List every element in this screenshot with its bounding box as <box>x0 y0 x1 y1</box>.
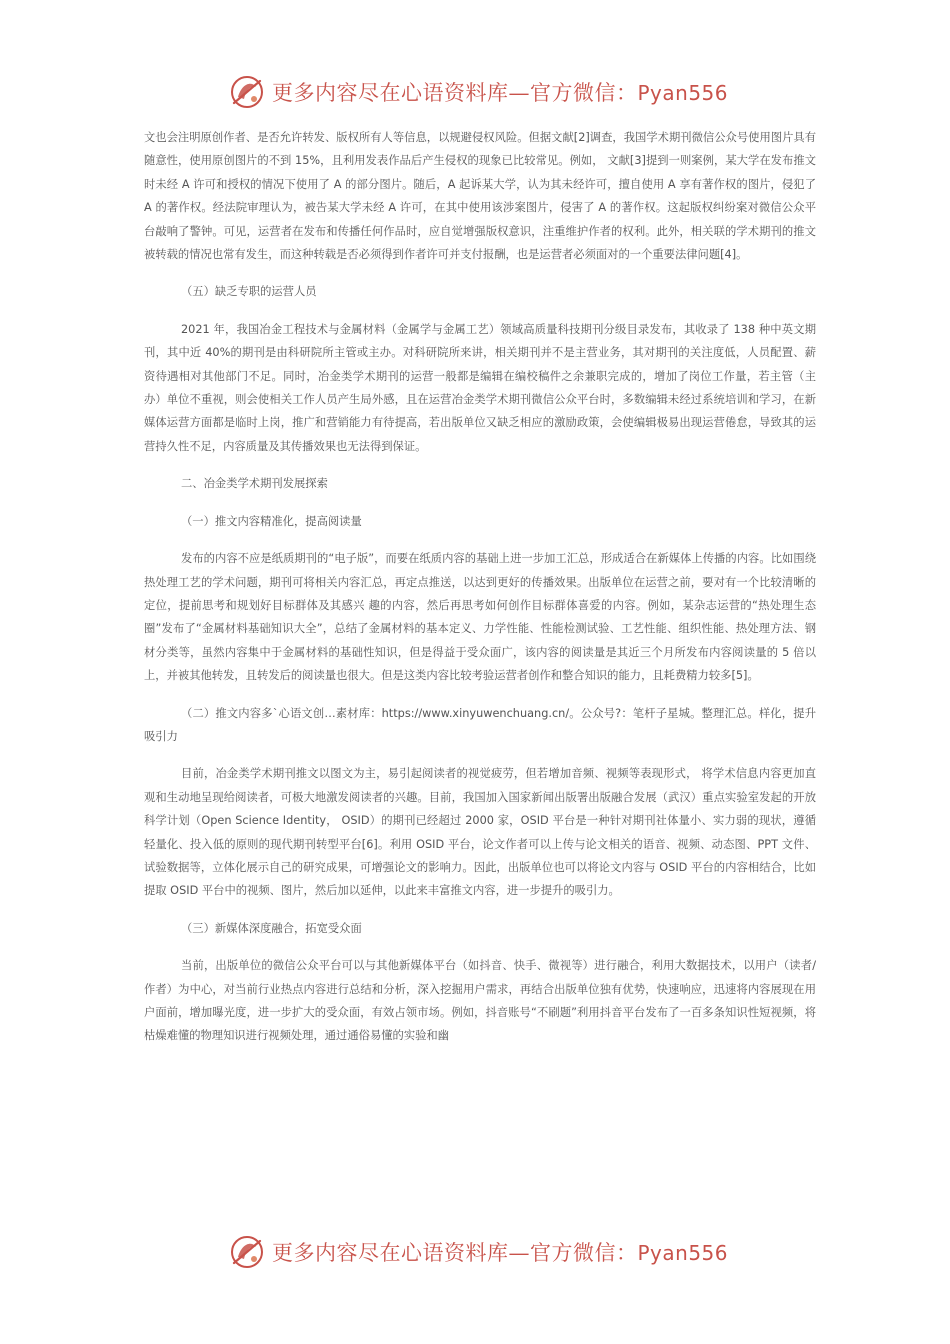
section-heading: （五）缺乏专职的运营人员 <box>181 285 317 299</box>
logo-icon <box>228 73 266 111</box>
banner-text-id: Pyan556 <box>637 81 729 105</box>
section-heading-with-watermark: （二）推文内容多`心语文创…素材库：https://www.xinyuwenchuang.cn/。公众号?：笔杆子星城。整理汇总。样化，提升吸引力 <box>144 706 816 743</box>
section-heading: （三）新媒体深度融合，拓宽受众面 <box>181 921 362 935</box>
banner-text <box>272 1237 728 1267</box>
section-heading: （一）推文内容精准化，提高阅读量 <box>181 514 362 528</box>
paragraph: 目前，冶金类学术期刊推文以图文为主，易引起阅读者的视觉疲劳，但若增加音频、视频等表现形式， 将学术信息内容更加直观和生动地呈现给阅读者，可极大地激发阅读者的兴趣。目前，我国加入国家新闻出版署出版融合发展（武汉）重点实验室发起的开放科学计划（Open Science Identity， OSID）的期刊已经超过 2000 家，OSID 平台是一种针对期刊社体量小、实力弱的现状，遵循轻量化、投入低的原则的现代期刊转型平台[6]。利用 OSID 平台，论文作者可以上传与论文相关的语音、视频、动态图、PPT 文件、试验数据等，立体化展示自己的研究成果，可增强论文的影响力。因此，出版单位也可以将论文内容与 OSID 平台的内容相结合，比如提取 OSID 平台中的视频、图片，然后加以延伸，以此来丰富推文内容，进一步提升的吸引力。 <box>144 767 816 898</box>
paragraph: 文也会注明原创作者、是否允许转发、版权所有人等信息，以规避侵权风险。但据文献[2]调查，我国学术期刊微信公众号使用图片具有随意性，使用原创图片的不到 15%，且利用发表作品后产生侵权的现象已比较常见。例如， 文献[3]提到一则案例，某大学在发布推文时未经 A 许可和授权的情况下使用了 A 的部分图片。随后，A 起诉某大学，认为其未经许可，擅自使用 A 享有著作权的图片，侵犯了 A 的著作权。经法院审理认为，被告某大学未经 A 许可，在其中使用该涉案图片，侵害了 A 的著作权。这起版权纠纷案对微信公众平台敲响了警钟。可见，运营者在发布和传播任何作品时，应自觉增强版权意识，注重维护作者的权利。此外，相关联的学术期刊的推文被转载的情况也常有发生，而这种转载是否必须得到作者许可并支付报酬，也是运营者必须面对的一个重要法律问题[4]。 <box>144 131 816 262</box>
chapter-heading: 二、冶金类学术期刊发展探索 <box>181 477 328 491</box>
footer-watermark-banner <box>228 1232 728 1272</box>
paragraph: 发布的内容不应是纸质期刊的“电子版”，而要在纸质内容的基础上进一步加工汇总，形成适合在新媒体上传播的内容。比如围绕热处理工艺的学术问题，期刊可将相关内容汇总，再定点推送，以达到更好的传播效果。出版单位在运营之前，要对有一个比较清晰的定位，提前思考和规划好目标群体及其感兴 趣的内容，然后再思考如何创作目标群体喜爱的内容。例如，某杂志运营的“热处理生态圈”发布了“金属材料基础知识大全”，总结了金属材料的基本定义、力学性能、性能检测试验、工艺性能、组织性能、热处理方法、钢材分类等，虽然内容集中于金属材料的基础性知识，但是得益于受众面广，该内容的阅读量是其近三个月所发布内容阅读量的 5 倍以上，并被其他转发，且转发后的阅读量也很大。但是这类内容比较考验运营者创作和整合知识的能力，且耗费精力较多[5]。 <box>144 552 816 683</box>
document-body <box>144 126 816 1048</box>
paragraph: 当前，出版单位的微信公众平台可以与其他新媒体平台（如抖音、快手、微视等）进行融合，利用大数据技术，以用户（读者/作者）为中心，对当前行业热点内容进行总结和分析，深入挖掘用户需求，再结合出版单位独有优势，快速响应，迅速将内容展现在用户面前，增加曝光度，进一步扩大的受众面，有效占领市场。例如，抖音账号“不刷题”利用抖音平台发布了一百多条知识性短视频，将枯燥难懂的物理知识进行视频处理，通过通俗易懂的实验和幽 <box>144 959 816 1043</box>
header-watermark-banner <box>228 72 728 112</box>
banner-text-id: Pyan556 <box>637 1241 729 1265</box>
banner-text <box>272 77 728 107</box>
banner-text-cn: 更多内容尽在心语资料库—官方微信： <box>272 81 638 105</box>
logo-icon <box>228 1233 266 1271</box>
banner-text-cn: 更多内容尽在心语资料库—官方微信： <box>272 1241 638 1265</box>
paragraph: 2021 年，我国冶金工程技术与金属材料（金属学与金属工艺）领域高质量科技期刊分级目录发布，其收录了 138 种中英文期刊，其中近 40%的期刊是由科研院所主管或主办。对科研院所来讲，相关期刊并不是主营业务，其对期刊的关注度低，人员配置、薪资待遇相对其他部门不足。同时，冶金类学术期刊的运营一般都是编辑在编校稿件之余兼职完成的，增加了岗位工作量，若主管（主办）单位不重视，则会使相关工作人员产生局外感，且在运营冶金类学术期刊微信公众平台时，多数编辑未经过系统培训和学习，在新媒体运营方面都是临时上岗，推广和营销能力有待提高，若出版单位又缺乏相应的激励政策，会使编辑极易出现运营倦怠，导致其的运营持久性不足，内容质量及其传播效果也无法得到保证。 <box>144 322 816 453</box>
